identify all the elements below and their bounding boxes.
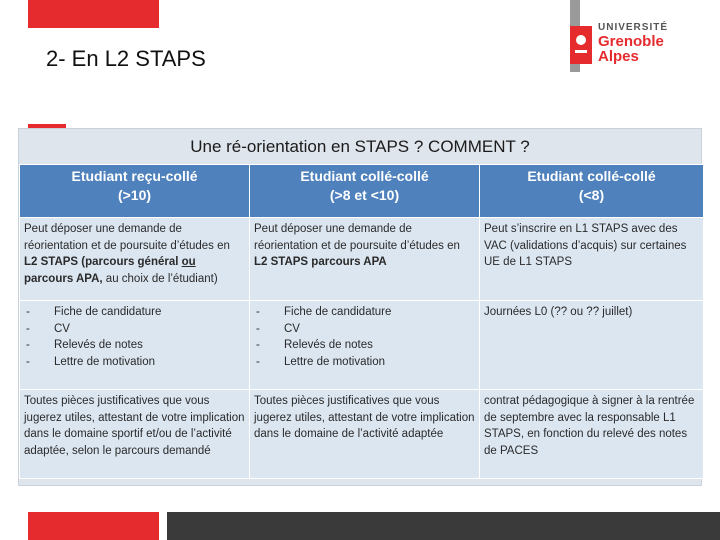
table-cell bbox=[480, 301, 704, 390]
header-range: (>10) bbox=[117, 187, 152, 203]
list-item: - CV bbox=[24, 321, 245, 338]
table-cell bbox=[20, 301, 250, 390]
slide-title: 2- En L2 STAPS bbox=[46, 46, 206, 71]
content-panel bbox=[18, 128, 702, 486]
list-item: - CV bbox=[254, 321, 475, 338]
table-row bbox=[20, 218, 704, 301]
reorientation-table bbox=[19, 164, 704, 479]
cell-text: Peut déposer une demande de réorientation et de poursuite d’études en bbox=[24, 223, 230, 252]
list-item: - Fiche de candidature bbox=[24, 304, 245, 321]
table-row bbox=[20, 390, 704, 479]
cell-text: Peut déposer une demande de réorientation et de poursuite d’études en bbox=[254, 223, 460, 252]
table-cell bbox=[250, 218, 480, 301]
logo-university-label: UNIVERSITÉ bbox=[598, 22, 669, 33]
table-cell bbox=[480, 218, 704, 301]
header-cell bbox=[480, 165, 704, 218]
cell-text-bold: L2 STAPS (parcours général bbox=[24, 256, 182, 268]
list-item: - Relevés de notes bbox=[24, 337, 245, 354]
cell-text: au choix de l’étudiant) bbox=[102, 272, 218, 285]
list-item: - Lettre de motivation bbox=[24, 354, 245, 371]
cell-text: Journées L0 (?? ou ?? juillet) bbox=[484, 306, 633, 318]
header-cell bbox=[250, 165, 480, 218]
document-list bbox=[24, 304, 245, 370]
table-cell bbox=[20, 390, 250, 479]
cell-text: Toutes pièces justificatives que vous jugerez utiles, attestant de votre implication dans le domaine sportif et/ou de l’activité adaptée, selon le parcours demandé bbox=[24, 395, 245, 457]
logo-city-name bbox=[598, 34, 664, 64]
cell-text: contrat pédagogique à signer à la rentrée de septembre avec la responsable L1 STAPS, en fonction du relevé des notes de PACES bbox=[484, 395, 695, 457]
university-logo bbox=[570, 0, 700, 72]
header-range: (>8 et <10) bbox=[329, 187, 400, 203]
logo-symbol-icon bbox=[570, 26, 592, 64]
list-item: - Relevés de notes bbox=[254, 337, 475, 354]
list-item: - Lettre de motivation bbox=[254, 354, 475, 371]
bottom-red-bar bbox=[28, 512, 159, 540]
list-item: - Fiche de candidature bbox=[254, 304, 475, 321]
bottom-dark-bar bbox=[167, 512, 720, 540]
table-cell bbox=[20, 218, 250, 301]
header-range: (<8) bbox=[578, 187, 605, 203]
header-label: Etudiant reçu-collé bbox=[71, 168, 198, 184]
cell-text-bold: L2 STAPS parcours APA bbox=[254, 256, 387, 268]
table-cell bbox=[250, 301, 480, 390]
cell-text-underlined: ou bbox=[181, 256, 196, 268]
cell-text: Toutes pièces justificatives que vous jugerez utiles, attestant de votre implication dans le domaine de l’activité adaptée bbox=[254, 395, 475, 440]
logo-line-grenoble: Grenoble bbox=[598, 33, 664, 50]
document-list bbox=[254, 304, 475, 370]
header-label: Etudiant collé-collé bbox=[300, 168, 429, 184]
panel-title: Une ré-orientation en STAPS ? COMMENT ? bbox=[190, 137, 530, 156]
top-red-bar bbox=[28, 0, 159, 28]
logo-line-alpes: Alpes bbox=[598, 48, 639, 65]
table-cell bbox=[480, 390, 704, 479]
cell-text: Peut s’inscrire en L1 STAPS avec des VAC (validations d’acquis) sur certaines UE de L1 STAPS bbox=[484, 223, 687, 268]
table-row bbox=[20, 301, 704, 390]
header-cell bbox=[20, 165, 250, 218]
cell-text-bold: parcours APA, bbox=[24, 272, 103, 285]
table-wrapper bbox=[19, 164, 703, 479]
table-header-row bbox=[20, 165, 704, 218]
header-label: Etudiant collé-collé bbox=[527, 168, 656, 184]
table-cell bbox=[250, 390, 480, 479]
